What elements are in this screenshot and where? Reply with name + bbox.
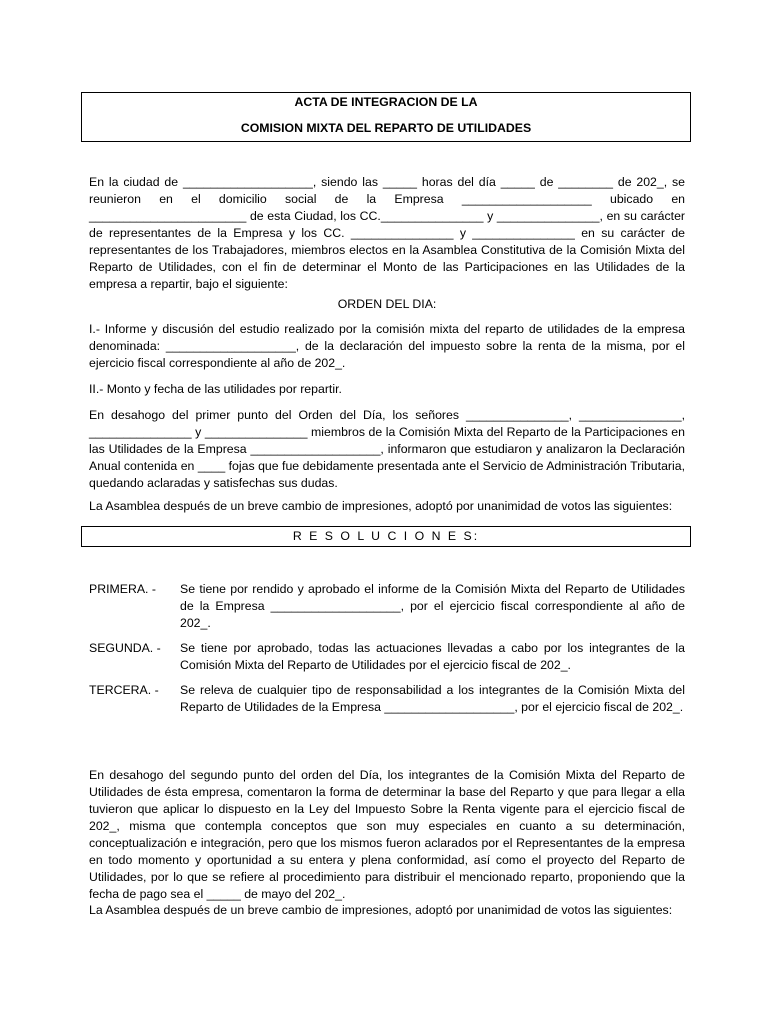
resolucion-text: Se tiene por aprobado, todas las actuaciones llevadas a cabo por los integrantes de la Comisión Mixta del Reparto de Utilidades por el ejercicio fiscal de 202_. xyxy=(180,641,685,672)
resolucion-text: Se releva de cualquier tipo de responsabilidad a los integrantes de la Comisión Mixta del Reparto de Utilidades de la Empresa ___________________, por el ejercicio fiscal de 202_. xyxy=(180,683,685,714)
resolucion-tercera xyxy=(89,682,685,734)
punto-1-paragraph: I.- Informe y discusión del estudio realizado por la comisión mixta del reparto de utilidades de la empresa denominada: ___________________, de la declaración del impuesto sobre la renta de la misma, por el ejercicio fiscal correspondiente al año de 202_. xyxy=(89,322,685,370)
intro-paragraph: En la ciudad de ___________________, siendo las _____ horas del día _____ de ________ de 202_, se reunieron en el domicilio social de la Empresa ___________________ ubicado en _______________________ de esta Ciudad, los CC._______________ y _______________, en su carácter de representantes de la Empresa y los CC. _______________ y _______________ en su carácter de representantes de los Trabajadores, miembros electos en la Asamblea Constitutiva de la Comisión Mixta del Reparto de Utilidades, con el fin de determinar el Monto de las Participaciones en las Utilidades de la empresa a repartir, bajo el siguiente: xyxy=(89,175,685,291)
asamblea-2-paragraph: La Asamblea después de un breve cambio de impresiones, adoptó por unanimidad de votos las siguientes: xyxy=(89,903,673,917)
resolucion-label: PRIMERA. - xyxy=(89,582,156,596)
desahogo-1-paragraph: En desahogo del primer punto del Orden del Día, los señores _______________, _______________, _______________ y _______________ miembros de la Comisión Mixta del Reparto de la Participaciones en las Utilidades de la Empresa ___________________, informaron que estudiaron y analizaron la Declaración Anual contenida en ____ fojas que fue debidamente presentada ante el Servicio de Administración Tributaria, quedando aclaradas y satisfechas sus dudas. xyxy=(89,408,685,490)
title-line-2: COMISION MIXTA DEL REPARTO DE UTILIDADES xyxy=(240,121,532,135)
title-box xyxy=(81,92,691,142)
resolucion-label: TERCERA. - xyxy=(89,683,159,697)
asamblea-1-paragraph: La Asamblea después de un breve cambio de impresiones, adoptó por unanimidad de votos las siguientes: xyxy=(89,499,673,513)
resoluciones-heading: R E S O L U C I O N E S: xyxy=(81,526,691,547)
punto-2-paragraph: II.- Monto y fecha de las utilidades por repartir. xyxy=(89,382,342,396)
orden-del-dia-heading: ORDEN DEL DIA: xyxy=(337,297,437,311)
resolucion-primera xyxy=(89,581,685,633)
title-line-1: ACTA DE INTEGRACION DE LA xyxy=(294,95,478,109)
resolucion-text: Se tiene por rendido y aprobado el informe de la Comisión Mixta del Reparto de Utilidades de la Empresa ___________________, por el ejercicio fiscal correspondiente al año de 202_. xyxy=(180,582,685,630)
desahogo-2-paragraph: En desahogo del segundo punto del orden del Día, los integrantes de la Comisión Mixta del Reparto de Utilidades de ésta empresa, comentaron la forma de determinar la base del Reparto y que para llegar a ella tuvieron que aplicar lo dispuesto en la Ley del Impuesto Sobre la Renta vigente para el ejercicio fiscal de 202_, misma que contempla conceptos que son muy especiales en cuanto a su determinación, conceptualización e integración, pero que los mismos fueron aclarados por el Representantes de la empresa en todo momento y oportunidad a su entera y plena conformidad, así como el proyecto del Reparto de Utilidades, por lo que se refiere al procedimiento para distribuir el mencionado reparto, proponiendo que la fecha de pago sea el _____ de mayo del 202_. xyxy=(89,768,685,901)
resolucion-segunda xyxy=(89,640,685,676)
resolucion-label: SEGUNDA. - xyxy=(89,641,161,655)
